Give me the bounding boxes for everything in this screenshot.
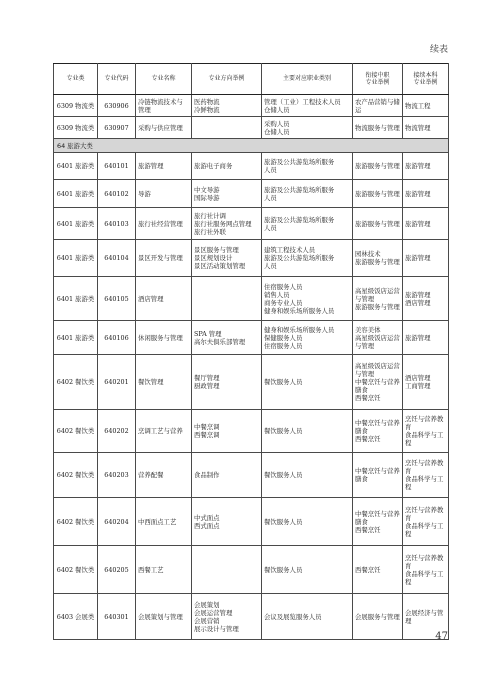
- cell-bachelor: [403, 498, 449, 546]
- cell-occupations-line: 健身和娱乐场所服务人员: [264, 325, 335, 334]
- cell-secondary: [353, 180, 403, 208]
- table-row: [54, 355, 449, 410]
- cell-category: 6401 旅游类: [54, 153, 98, 180]
- cell-directions-line: 景区服务与管理: [194, 246, 239, 254]
- table-row: [54, 410, 449, 453]
- cell-category: 6402 餐饮类: [54, 453, 98, 498]
- cell-secondary-line: 高星级饭店运营: [355, 333, 400, 342]
- cell-code: 640106: [98, 321, 136, 355]
- cell-bachelor: [403, 277, 449, 321]
- cell-bachelor-line: 程: [405, 529, 412, 538]
- table-row: [54, 277, 449, 321]
- cell-occupations: [262, 321, 353, 355]
- cell-occupations: [262, 117, 353, 139]
- cell-name: [136, 594, 192, 640]
- cell-occupations: [262, 277, 353, 321]
- continued-label: 续表: [429, 45, 448, 55]
- cell-occupations-line: 建筑工程技术人员: [264, 246, 316, 254]
- col-header-bachelor: 接续本科 专业举例: [403, 64, 449, 95]
- col-header-occupations: 主要对应职业类别: [262, 64, 353, 95]
- cell-occupations-line: 旅游及公共游览场所服务: [264, 215, 335, 224]
- cell-secondary: [353, 95, 403, 117]
- section-label: 64 旅游大类: [54, 139, 449, 153]
- cell-occupations: [262, 498, 353, 546]
- cell-secondary: [353, 453, 403, 498]
- cell-bachelor: [403, 180, 449, 208]
- cell-bachelor-line: 程: [405, 439, 412, 447]
- cell-bachelor-line: 程: [405, 577, 412, 586]
- cell-category: 6403 会展类: [54, 594, 98, 640]
- table-row: [54, 321, 449, 355]
- cell-code: 640102: [98, 180, 136, 208]
- cell-secondary-line: 运: [355, 105, 362, 114]
- cell-name-line: 旅行社经营管理: [138, 219, 183, 228]
- table-row: [54, 117, 449, 139]
- cell-bachelor-line: 程: [405, 483, 412, 491]
- cell-directions-line: 国际导游: [194, 193, 220, 202]
- table-row: [54, 153, 449, 180]
- cell-occupations: [262, 546, 353, 594]
- cell-bachelor-line: 理: [405, 616, 412, 625]
- cell-directions-line: 会展策划: [194, 600, 220, 609]
- cell-directions: [192, 117, 262, 139]
- section-row: [54, 139, 449, 153]
- cell-directions: [192, 208, 262, 240]
- cell-directions: [192, 277, 262, 321]
- cell-occupations-line: 餐饮服务人员: [264, 378, 303, 386]
- cell-bachelor-line: 酒店管理: [405, 298, 431, 307]
- cell-bachelor-line: 育: [405, 423, 412, 431]
- cell-occupations: [262, 153, 353, 180]
- cell-directions-line: 食品制作: [194, 471, 220, 479]
- table-header-row: [54, 64, 449, 95]
- cell-secondary-line: 美容美体: [355, 325, 381, 334]
- cell-occupations-line: 销售人员: [264, 290, 290, 299]
- cell-occupations-line: 旅游及公共游览场所服务: [264, 158, 335, 166]
- cell-directions-line: 旅游电子商务: [194, 162, 233, 170]
- cell-secondary-line: 中餐烹饪与营养: [355, 419, 400, 427]
- cell-name: [136, 208, 192, 240]
- cell-directions: [192, 498, 262, 546]
- cell-secondary-line: 中餐烹饪与营养: [355, 509, 400, 518]
- cell-name-line: 导游: [138, 189, 151, 198]
- cell-occupations-line: 餐饮服务人员: [264, 471, 303, 479]
- cell-secondary-line: 高星级饭店运营: [355, 286, 400, 295]
- cell-secondary-line: 旅游服务与管理: [355, 219, 400, 228]
- cell-name: [136, 95, 192, 117]
- cell-directions-line: 中餐烹调: [194, 423, 220, 431]
- cell-directions-line: 旅行社计调: [194, 211, 226, 220]
- cell-bachelor: [403, 95, 449, 117]
- cell-secondary: [353, 208, 403, 240]
- cell-directions-line: 旅行社外联: [194, 227, 226, 236]
- cell-secondary-line: 旅游服务与管理: [355, 162, 400, 170]
- cell-code: 640202: [98, 410, 136, 453]
- cell-occupations: [262, 594, 353, 640]
- cell-secondary-line: 西餐烹饪: [355, 435, 381, 443]
- cell-bachelor-line: 酒店管理: [405, 374, 431, 382]
- cell-code: 640301: [98, 594, 136, 640]
- cell-bachelor: [403, 410, 449, 453]
- cell-code: 640201: [98, 355, 136, 410]
- cell-occupations-line: 住宿服务人员: [264, 282, 303, 291]
- cell-secondary: [353, 277, 403, 321]
- cell-secondary-line: 西餐烹饪: [355, 394, 381, 402]
- cell-category: 6401 旅游类: [54, 180, 98, 208]
- cell-directions-line: 中文导游: [194, 185, 220, 194]
- cell-directions: [192, 321, 262, 355]
- cell-bachelor-line: 旅游管理: [405, 189, 431, 198]
- cell-name: [136, 180, 192, 208]
- cell-bachelor: [403, 546, 449, 594]
- cell-category: 6401 旅游类: [54, 240, 98, 277]
- cell-directions-line: 厨政管理: [194, 382, 220, 390]
- cell-directions: [192, 410, 262, 453]
- cell-bachelor-line: 烹饪与营养教: [405, 415, 444, 423]
- cell-occupations-line: 餐饮服务人员: [264, 517, 303, 526]
- cell-bachelor-line: 旅游管理: [405, 333, 431, 342]
- cell-name: [136, 546, 192, 594]
- cell-occupations-line: 采购人员: [264, 119, 290, 128]
- cell-secondary: [353, 498, 403, 546]
- cell-secondary: [353, 410, 403, 453]
- cell-code: 640203: [98, 453, 136, 498]
- cell-secondary-line: 高星级饭店运营: [355, 362, 400, 370]
- table-row: [54, 95, 449, 117]
- col-header-name: 专业名称: [136, 64, 192, 95]
- table-row: [54, 453, 449, 498]
- cell-directions: [192, 153, 262, 180]
- cell-occupations-line: 人员: [264, 223, 277, 232]
- cell-code: 630906: [98, 95, 136, 117]
- cell-name-line: 采购与供应管理: [138, 123, 183, 132]
- cell-secondary: [353, 240, 403, 277]
- cell-secondary-line: 旅游服务与管理: [355, 302, 400, 311]
- cell-secondary-line: 膳食: [355, 427, 368, 435]
- cell-secondary-line: 中餐烹饪与营养: [355, 467, 400, 475]
- cell-occupations-line: 人员: [264, 262, 277, 270]
- cell-directions: [192, 594, 262, 640]
- cell-bachelor-line: 育: [405, 467, 412, 475]
- cell-secondary-line: 中餐烹饪与营养: [355, 378, 400, 386]
- cell-directions-line: 冷鲜物流: [194, 105, 220, 114]
- cell-bachelor-line: 物流工程: [405, 101, 431, 110]
- cell-secondary: [353, 117, 403, 139]
- cell-occupations-line: 健身和娱乐场所服务人员: [264, 306, 335, 315]
- cell-directions-line: 会展运营管理: [194, 608, 233, 617]
- cell-bachelor: [403, 208, 449, 240]
- cell-secondary: [353, 355, 403, 410]
- cell-bachelor: [403, 321, 449, 355]
- cell-directions-line: 景区活动策划管理: [194, 262, 246, 270]
- cell-name: [136, 355, 192, 410]
- cell-code: 640104: [98, 240, 136, 277]
- cell-occupations-line: 商务专业人员: [264, 298, 303, 307]
- cell-name-line: 景区开发与管理: [138, 254, 183, 262]
- cell-directions-line: 会展营销: [194, 616, 220, 625]
- cell-secondary-line: 与管理: [355, 294, 375, 303]
- cell-name-line: 营养配餐: [138, 471, 164, 479]
- cell-occupations-line: 餐饮服务人员: [264, 427, 303, 435]
- cell-secondary-line: 物流服务与管理: [355, 123, 400, 132]
- major-catalog-table: [53, 63, 449, 640]
- cell-bachelor-line: 会展经济与管: [405, 608, 444, 617]
- table-row: [54, 208, 449, 240]
- cell-directions-line: 高尔夫俱乐部管理: [194, 337, 246, 346]
- cell-bachelor-line: 旅游管理: [405, 254, 431, 262]
- cell-name-line: 休闲服务与管理: [138, 333, 183, 342]
- cell-secondary-line: 与管理: [355, 341, 375, 350]
- cell-bachelor-line: 烹饪与营养教: [405, 505, 444, 514]
- cell-bachelor-line: 物流管理: [405, 123, 431, 132]
- cell-name-line: 会展策划与管理: [138, 612, 183, 621]
- cell-secondary-line: 与管理: [355, 370, 375, 378]
- cell-category: 6402 餐饮类: [54, 498, 98, 546]
- cell-bachelor-line: 烹饪与营养教: [405, 553, 444, 562]
- cell-secondary-line: 西餐烹饪: [355, 565, 381, 574]
- cell-occupations-line: 旅游及公共游览场所服务: [264, 185, 335, 194]
- cell-bachelor: [403, 453, 449, 498]
- cell-bachelor-line: 烹饪与营养教: [405, 459, 444, 467]
- cell-bachelor-line: 食品科学与工: [405, 521, 444, 530]
- cell-directions: [192, 180, 262, 208]
- cell-occupations: [262, 453, 353, 498]
- cell-occupations-line: 住宿服务人员: [264, 341, 303, 350]
- cell-occupations: [262, 355, 353, 410]
- cell-name: [136, 453, 192, 498]
- cell-name-line: 管理: [138, 105, 151, 114]
- table-row: [54, 180, 449, 208]
- col-header-code: 专业代码: [98, 64, 136, 95]
- cell-bachelor-line: 旅游管理: [405, 290, 431, 299]
- cell-secondary-line: 会展服务与管理: [355, 612, 400, 621]
- cell-occupations-line: 餐饮服务人员: [264, 565, 303, 574]
- cell-directions-line: 中式面点: [194, 513, 220, 522]
- cell-code: 630907: [98, 117, 136, 139]
- table-row: [54, 546, 449, 594]
- cell-occupations-line: 管理（工业）工程技术人员: [264, 97, 341, 106]
- cell-bachelor: [403, 355, 449, 410]
- table-row: [54, 240, 449, 277]
- cell-directions-line: 旅行社服务网点管理: [194, 219, 252, 228]
- cell-bachelor: [403, 240, 449, 277]
- cell-code: 640204: [98, 498, 136, 546]
- cell-name-line: 中西面点工艺: [138, 517, 177, 526]
- cell-name: [136, 498, 192, 546]
- cell-category: 6309 物流类: [54, 117, 98, 139]
- cell-category: 6401 旅游类: [54, 277, 98, 321]
- cell-secondary-line: 旅游服务与管理: [355, 189, 400, 198]
- cell-secondary-line: 农产品营销与储: [355, 97, 400, 106]
- cell-bachelor: [403, 153, 449, 180]
- cell-directions-line: 景区规划设计: [194, 254, 233, 262]
- cell-category: 6401 旅游类: [54, 208, 98, 240]
- cell-name: [136, 117, 192, 139]
- cell-secondary-line: 膳食: [355, 517, 368, 526]
- cell-occupations-line: 人员: [264, 193, 277, 202]
- table-row: [54, 594, 449, 640]
- cell-directions-line: 西餐烹调: [194, 431, 220, 439]
- cell-occupations: [262, 95, 353, 117]
- cell-directions-line: SPA 管理: [194, 329, 222, 338]
- cell-name: [136, 153, 192, 180]
- cell-occupations: [262, 180, 353, 208]
- col-header-directions: 专业方向举例: [192, 64, 262, 95]
- cell-directions-line: 医药物流: [194, 97, 220, 106]
- cell-secondary: [353, 321, 403, 355]
- cell-code: 640105: [98, 277, 136, 321]
- cell-category: 6401 旅游类: [54, 321, 98, 355]
- cell-secondary-line: 旅游服务与管理: [355, 258, 400, 266]
- col-header-secondary: 衔接中职 专业举例: [353, 64, 403, 95]
- cell-bachelor-line: 育: [405, 513, 412, 522]
- cell-name-line: 西餐工艺: [138, 565, 164, 574]
- cell-bachelor-line: 工商管理: [405, 382, 431, 390]
- cell-secondary-line: 西餐烹饪: [355, 525, 381, 534]
- cell-occupations: [262, 208, 353, 240]
- cell-code: 640103: [98, 208, 136, 240]
- cell-directions: [192, 355, 262, 410]
- cell-bachelor-line: 食品科学与工: [405, 431, 444, 439]
- cell-occupations-line: 仓储人员: [264, 127, 290, 136]
- cell-bachelor: [403, 117, 449, 139]
- cell-name-line: 冷链物流技术与: [138, 97, 183, 106]
- cell-name: [136, 240, 192, 277]
- cell-occupations-line: 人员: [264, 166, 277, 174]
- cell-occupations-line: 旅游及公共游览场所服务: [264, 254, 335, 262]
- cell-directions: [192, 95, 262, 117]
- cell-occupations: [262, 410, 353, 453]
- cell-category: 6309 物流类: [54, 95, 98, 117]
- cell-secondary-line: 膳食: [355, 475, 368, 483]
- cell-name: [136, 277, 192, 321]
- cell-name-line: 旅游管理: [138, 162, 164, 170]
- cell-category: 6402 餐饮类: [54, 410, 98, 453]
- page-number: 47: [435, 631, 448, 642]
- cell-name-line: 酒店管理: [138, 294, 164, 303]
- cell-directions-line: 餐厅管理: [194, 374, 220, 382]
- cell-occupations: [262, 240, 353, 277]
- cell-name-line: 餐饮管理: [138, 378, 164, 386]
- cell-name: [136, 321, 192, 355]
- table-row: [54, 498, 449, 546]
- cell-occupations-line: 仓储人员: [264, 105, 290, 114]
- cell-code: 640205: [98, 546, 136, 594]
- cell-directions: [192, 240, 262, 277]
- cell-category: 6402 餐饮类: [54, 546, 98, 594]
- cell-secondary-line: 园林技术: [355, 250, 381, 258]
- cell-name-line: 烹调工艺与营养: [138, 427, 183, 435]
- cell-occupations-line: 会议及展览服务人员: [264, 612, 322, 621]
- cell-directions: [192, 546, 262, 594]
- cell-secondary: [353, 153, 403, 180]
- cell-bachelor-line: 旅游管理: [405, 162, 431, 170]
- cell-bachelor-line: 食品科学与工: [405, 475, 444, 483]
- cell-bachelor-line: 食品科学与工: [405, 569, 444, 578]
- cell-code: 640101: [98, 153, 136, 180]
- cell-secondary-line: 膳食: [355, 386, 368, 394]
- cell-secondary: [353, 594, 403, 640]
- cell-bachelor-line: 育: [405, 561, 412, 570]
- cell-directions-line: 展示设计与管理: [194, 624, 239, 633]
- cell-directions: [192, 453, 262, 498]
- cell-category: 6402 餐饮类: [54, 355, 98, 410]
- cell-bachelor-line: 旅游管理: [405, 219, 431, 228]
- cell-name: [136, 410, 192, 453]
- cell-occupations-line: 保健服务人员: [264, 333, 303, 342]
- col-header-category: 专业类: [54, 64, 98, 95]
- cell-directions-line: 西式面点: [194, 521, 220, 530]
- cell-secondary: [353, 546, 403, 594]
